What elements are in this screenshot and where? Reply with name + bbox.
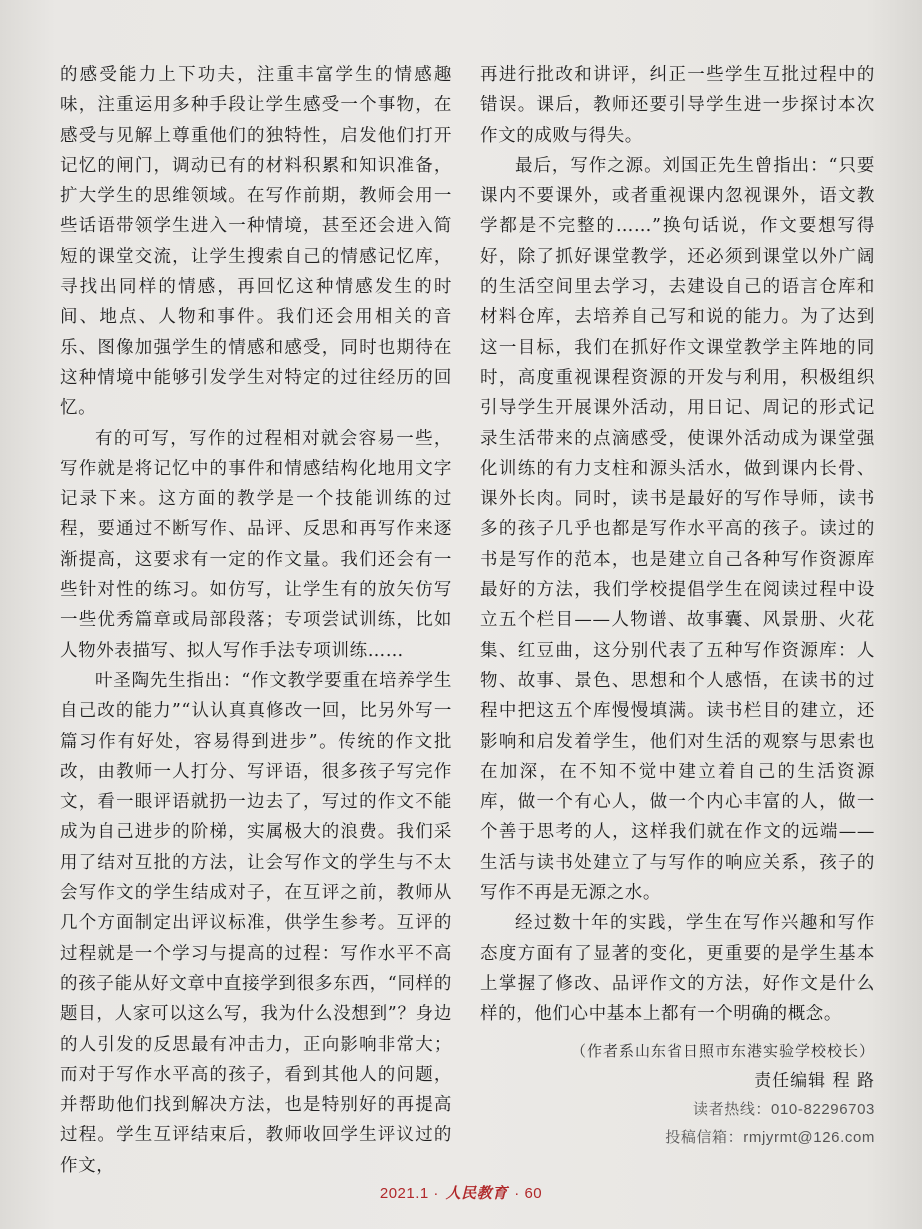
paragraph: 经过数十年的实践，学生在写作兴趣和写作态度方面有了显著的变化，更重要的是学生基本上掌握了修改、品评作文的方法，好作文是什么样的，他们心中基本上都有一个明确的概念。 [480,913,875,1025]
responsible-editor: 责任编辑 程 路 [754,1070,875,1091]
magazine-name: 人民教育 [445,1184,508,1202]
paragraph: 的感受能力上下功夫，注重丰富学生的情感趣味，注重运用多种手段让学生感受一个事物，在感受与见解上尊重他们的独特性，启发他们打开记忆的闸门，调动已有的材料积累和知识准备，扩大学生的思维领域。在写作前期，教师会用一些话语带领学生进入一种情境，甚至还会进入简短的课堂交流，让学生搜索自己的情感记忆库，寻找出同样的情感，再回忆这种情感发生的时间、地点、人物和事件。我们还会用相关的音乐、图像加强学生的情感和感受，同时也期待在这种情境中能够引发学生对特定的过往经历的回忆。 [60,65,452,419]
author-byline: （作者系山东省日照市东港实验学校校长） [570,1041,875,1060]
issue-label: 2021.1 [379,1185,429,1202]
paragraph: 有的可写，写作的过程相对就会容易一些，写作就是将记忆中的事件和情感结构化地用文字记录下来。这方面的教学是一个技能训练的过程，要通过不断写作、品评、反思和再写作来逐渐提高，这要求有一定的作文量。我们还会有一些针对性的练习。如仿写，让学生有的放矢仿写一些优秀篇章或局部段落；专项尝试训练，比如人物外表描写、拟人写作手法专项训练…… [60,428,452,661]
paragraph: 最后，写作之源。刘国正先生曾指出：“只要课内不要课外，或者重视课内忽视课外，语文教学都是不完整的……”换句话说，作文要想写得好，除了抓好课堂教学，还必须到课堂以外广阔的生活空间里去学习，去建设自己的语言仓库和材料仓库，去培养自己写和说的能力。为了达到这一目标，我们在抓好作文课堂教学主阵地的同时，高度重视课程资源的开发与利用，积极组织引导学生开展课外活动，用日记、周记的形式记录生活带来的点滴感受，使课外活动成为课堂强化训练的有力支柱和源头活水，做到课内长骨、课外长肉。同时，读书是最好的写作导师，读书多的孩子几乎也都是写作水平高的孩子。读过的书是写作的范本，也是建立自己各种写作资源库最好的方法，我们学校提倡学生在阅读过程中设立五个栏目——人物谱、故事囊、风景册、火花集、红豆曲，这分别代表了五种写作资源库：人物、故事、景色、思想和个人感悟，在读书的过程中把这五个库慢慢填满。读书栏目的建立，还影响和启发着学生，他们对生活的观察与思索也在加深，在不知不觉中建立着自己的生活资源库，做一个有心人，做一个内心丰富的人，做一个善于思考的人，这样我们就在作文的远端——生活与读书处建立了与写作的响应关系，孩子的写作不再是无源之水。 [480,155,875,904]
page-footer [0,1182,922,1203]
separator-dot: · [514,1185,520,1202]
separator-dot: · [433,1185,439,1202]
page-number: 60 [524,1185,543,1202]
left-column [60,60,452,1181]
paragraph: 再进行批改和讲评，纠正一些学生互批过程中的错误。课后，教师还要引导学生进一步探讨本次作文的成败与得失。 [480,65,875,146]
right-column [480,60,875,1152]
reader-hotline: 读者热线：010-82296703 [693,1100,875,1118]
paragraph: 叶圣陶先生指出：“作文教学要重在培养学生自己改的能力”“认认真真修改一回，比另外写一篇习作有好处，容易得到进步”。传统的作文批改，由教师一人打分、写评语，很多孩子写完作文，看一眼评语就扔一边去了，写过的作文不能成为自己进步的阶梯，实属极大的浪费。我们采用了结对互批的方法，让会写作文的学生与不太会写作文的学生结成对子，在互评之前，教师从几个方面制定出评议标准，供学生参考。互评的过程就是一个学习与提高的过程：写作水平不高的孩子能从好文章中直接学到很多东西，“同样的题目，人家可以这么写，我为什么没想到”？身边的人引发的反思最有冲击力，正向影响非常大；而对于写作水平高的孩子，看到其他人的问题，并帮助他们找到解决方法，也是特别好的再提高过程。学生互评结束后，教师收回学生评议过的作文， [60,670,452,1176]
submission-email: 投稿信箱：rmjyrmt@126.com [665,1128,875,1146]
